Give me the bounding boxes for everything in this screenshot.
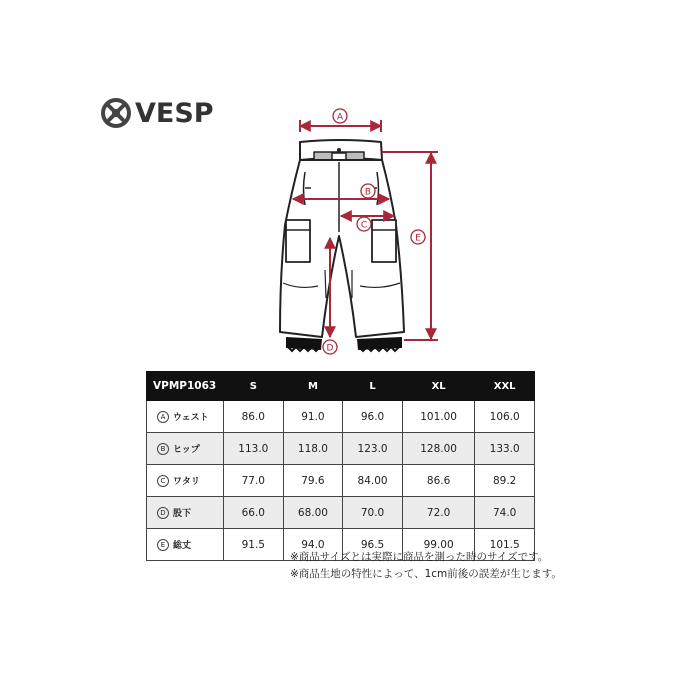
pants-outline <box>280 140 404 337</box>
table-cell: 86.6 <box>402 465 474 497</box>
table-cell: 66.0 <box>224 497 284 529</box>
size-header: S <box>224 372 284 401</box>
table-cell: 91.0 <box>283 401 343 433</box>
row-label-text: 総丈 <box>173 540 192 551</box>
row-label <box>147 497 224 529</box>
row-label <box>147 529 224 561</box>
table-cell: 91.5 <box>224 529 284 561</box>
marker-d-label: D <box>326 343 334 354</box>
table-row <box>147 433 535 465</box>
table-cell: 77.0 <box>224 465 284 497</box>
table-cell: 113.0 <box>224 433 284 465</box>
table-cell: 74.0 <box>475 497 535 529</box>
size-header: XXL <box>475 372 535 401</box>
table-cell: 68.00 <box>283 497 343 529</box>
row-marker: C <box>157 475 169 487</box>
table-row <box>147 465 535 497</box>
row-marker: D <box>157 507 169 519</box>
size-header: XL <box>402 372 474 401</box>
pants-cuffs <box>286 337 402 351</box>
note-line: ※商品サイズとは実際に商品を測った時のサイズです。 <box>290 551 549 563</box>
table-cell: 94.0 <box>283 529 343 561</box>
table-cell: 96.0 <box>343 401 403 433</box>
table-row <box>147 497 535 529</box>
marker-b-label: B <box>364 187 372 198</box>
marker-a-label: A <box>336 112 344 123</box>
table-cell: 79.6 <box>283 465 343 497</box>
table-cell: 101.00 <box>402 401 474 433</box>
table-cell: 86.0 <box>224 401 284 433</box>
table-cell: 133.0 <box>475 433 535 465</box>
row-label <box>147 465 224 497</box>
table-cell: 118.0 <box>283 433 343 465</box>
row-label-text: 股下 <box>173 508 192 519</box>
table-cell: 101.5 <box>475 529 535 561</box>
model-number: VPMP1063 <box>147 372 224 401</box>
table-cell: 72.0 <box>402 497 474 529</box>
row-label-text: ウェスト <box>173 412 209 423</box>
table-cell: 89.2 <box>475 465 535 497</box>
table-cell: 106.0 <box>475 401 535 433</box>
row-label <box>147 433 224 465</box>
size-header: M <box>283 372 343 401</box>
row-label-text: ワタリ <box>173 476 200 487</box>
table-cell: 128.00 <box>402 433 474 465</box>
table-cell: 99.00 <box>402 529 474 561</box>
size-header: L <box>343 372 403 401</box>
table-header-row <box>147 372 535 401</box>
size-chart-table <box>146 371 535 561</box>
table-cell: 70.0 <box>343 497 403 529</box>
row-label-text: ヒップ <box>173 444 200 455</box>
row-marker: B <box>157 443 169 455</box>
size-notes <box>290 549 562 583</box>
marker-c-label: C <box>360 220 368 231</box>
table-row <box>147 401 535 433</box>
table-cell: 96.5 <box>343 529 403 561</box>
table-cell: 123.0 <box>343 433 403 465</box>
brand-name: VESP <box>135 97 214 129</box>
row-marker: E <box>157 539 169 551</box>
marker-e-label: E <box>415 233 421 244</box>
row-marker: A <box>157 411 169 423</box>
row-label <box>147 401 224 433</box>
note-line: ※商品生地の特性によって、1cm前後の誤差が生じます。 <box>290 568 562 580</box>
table-cell: 84.00 <box>343 465 403 497</box>
